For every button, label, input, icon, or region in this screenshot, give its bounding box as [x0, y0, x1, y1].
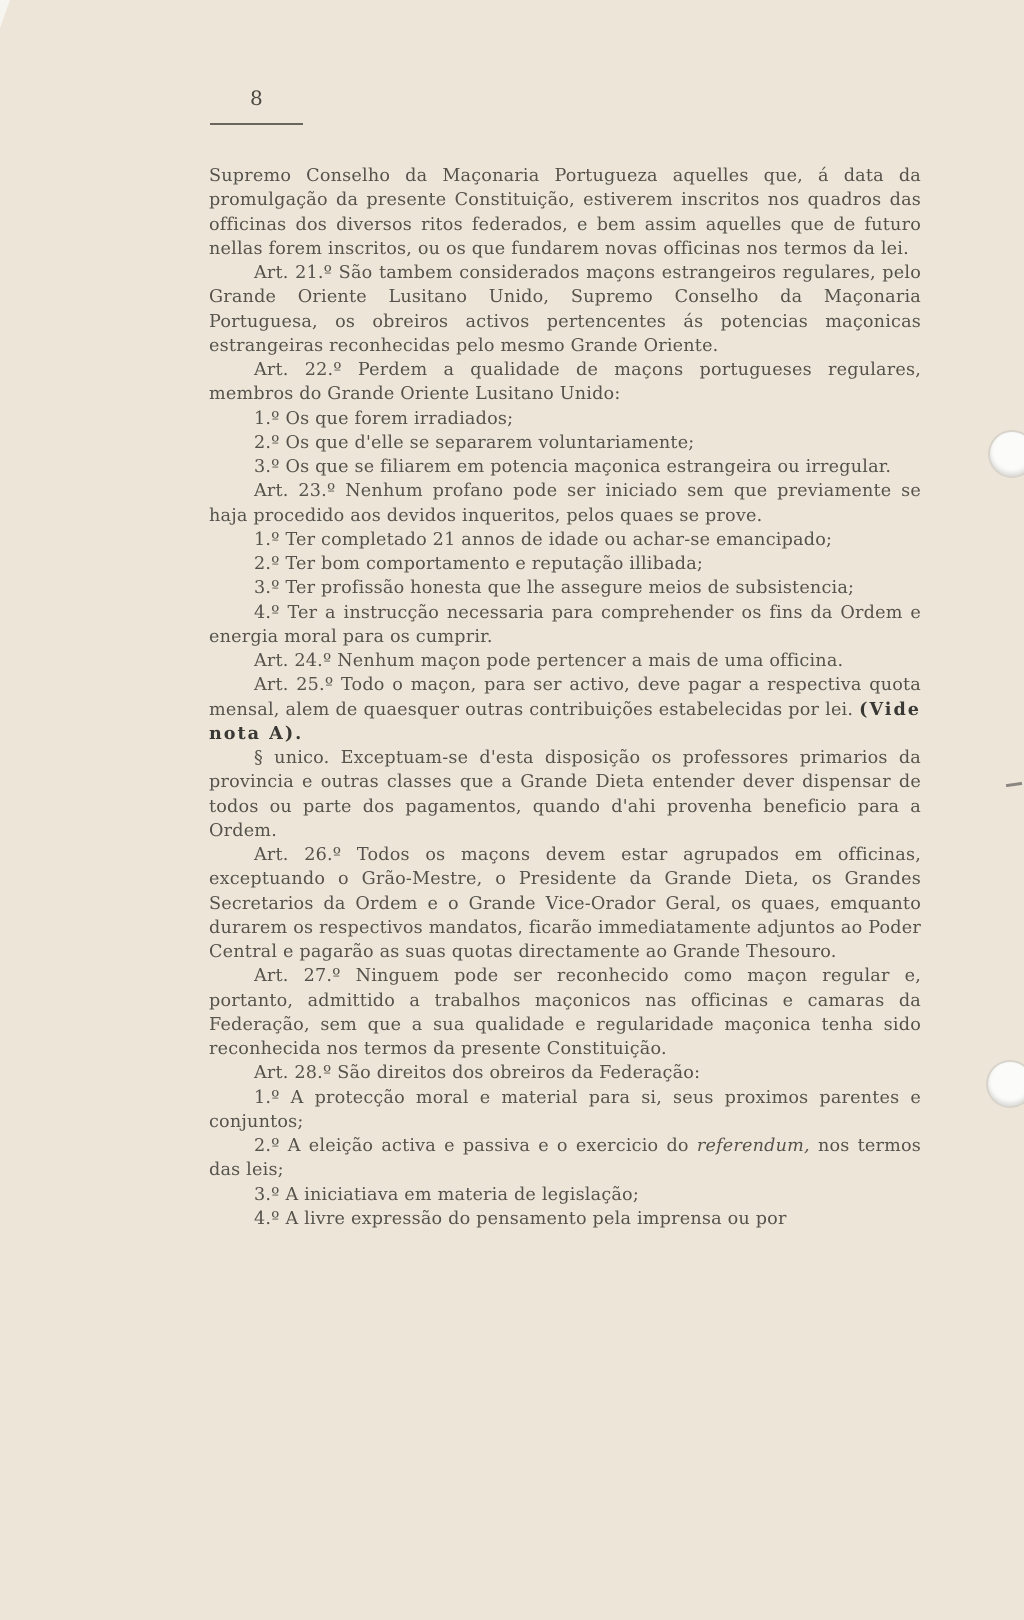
article-28: Art. 28.º São direitos dos obreiros da Federação: — [254, 1063, 701, 1084]
article-27: Art. 27.º Ninguem pode ser reconhecido como maçon regular e, portanto, admittido a trabalhos maçonicos nas officinas e camaras da Federação, sem que a sua qualidade e regularidade maçonica tenha sido reconhecida nos termos da presente Constituição. — [209, 966, 921, 1059]
article-26: Art. 26.º Todos os maçons devem estar agrupados em officinas, exceptuando o Grão-Mestre, o Presidente da Grande Dieta, os Grandes Secretarios da Ordem e o Grande Vice-Orador Geral, os quaes, emquanto durarem os respectivos mandatos, ficarão immediatamente adjuntos ao Poder Central e pagarão as suas quotas directamente ao Grande Thesouro. — [209, 845, 921, 962]
list-item: 3.º Os que se filiarem em potencia maçonica estrangeira ou irregular. — [254, 457, 892, 477]
margin-mark — [1006, 782, 1022, 787]
punch-hole — [988, 1062, 1024, 1106]
punch-hole — [990, 432, 1024, 476]
list-item: 1.º A protecção moral e material para si, seus proximos parentes e conjuntos; — [209, 1087, 921, 1132]
list-item — [209, 1134, 921, 1183]
article-24: Art. 24.º Nenhum maçon pode pertencer a mais de uma officina. — [254, 651, 844, 671]
list-item: 3.º A iniciatiava em materia de legislação; — [254, 1184, 639, 1205]
list-item: 2.º Ter bom comportamento e reputação illibada; — [254, 554, 704, 574]
list-item: 1.º Ter completado 21 annos de idade ou achar-se emancipado; — [254, 529, 833, 550]
article-23: Art. 23.º Nenhum profano pode ser iniciado sem que previamente se haja procedido aos devidos inqueritos, pelos quaes se prove. — [209, 481, 921, 526]
body-text — [209, 164, 921, 1231]
article-25 — [209, 673, 921, 746]
header-rule — [210, 123, 303, 125]
note-reference: (Vide nota A). — [209, 698, 921, 744]
page-number: 8 — [250, 86, 263, 110]
list-item: 4.º A livre expressão do pensamento pela imprensa ou por — [254, 1208, 787, 1229]
list-item: 2.º Os que d'elle se separarem voluntariamente; — [254, 432, 695, 453]
list-item: 1.º Os que forem irradiados; — [254, 408, 514, 429]
list-item-text: 2.º A eleição activa e passiva e o exercicio do — [254, 1136, 689, 1156]
paragraph: Supremo Conselho da Maçonaria Portugueza aquelles que, á data da promulgação da presente Constituição, estiverem inscritos nos quadros das officinas dos diversos ritos federados, e bem assim aquelles que de futuro nellas forem inscritos, ou os que fundarem novas officinas nos termos da lei. — [209, 166, 921, 259]
list-item-tail: nos termos das leis; — [209, 1136, 922, 1181]
article-25-text: Art. 25.º Todo o maçon, para ser activo, deve pagar a respectiva quota mensal, alem de quaesquer outras contribuições estabelecidas por lei. — [209, 675, 921, 720]
article-21: Art. 21.º São tambem considerados maçons estrangeiros regulares, pelo Grande Oriente Lusitano Unido, Supremo Conselho da Maçonaria Portuguesa, os obreiros activos pertencentes ás potencias maçonicas estrangeiras reconhecidas pelo mesmo Grande Oriente. — [209, 263, 921, 356]
paragraph-unico: § unico. Exceptuam-se d'esta disposição os professores primarios da provincia e outras classes que a Grande Dieta entender dever dispensar de todos ou parte dos pagamentos, quando d'ahi provenha beneficio para a Ordem. — [209, 748, 921, 841]
list-item: 4.º Ter a instrucção necessaria para comprehender os fins da Ordem e energia moral para os cumprir. — [209, 602, 921, 647]
folded-corner — [0, 0, 10, 28]
italic-term: referendum, — [696, 1136, 810, 1156]
article-22: Art. 22.º Perdem a qualidade de maçons portugueses regulares, membros do Grande Oriente Lusitano Unido: — [209, 360, 921, 405]
list-item: 3.º Ter profissão honesta que lhe assegure meios de subsistencia; — [254, 578, 855, 599]
